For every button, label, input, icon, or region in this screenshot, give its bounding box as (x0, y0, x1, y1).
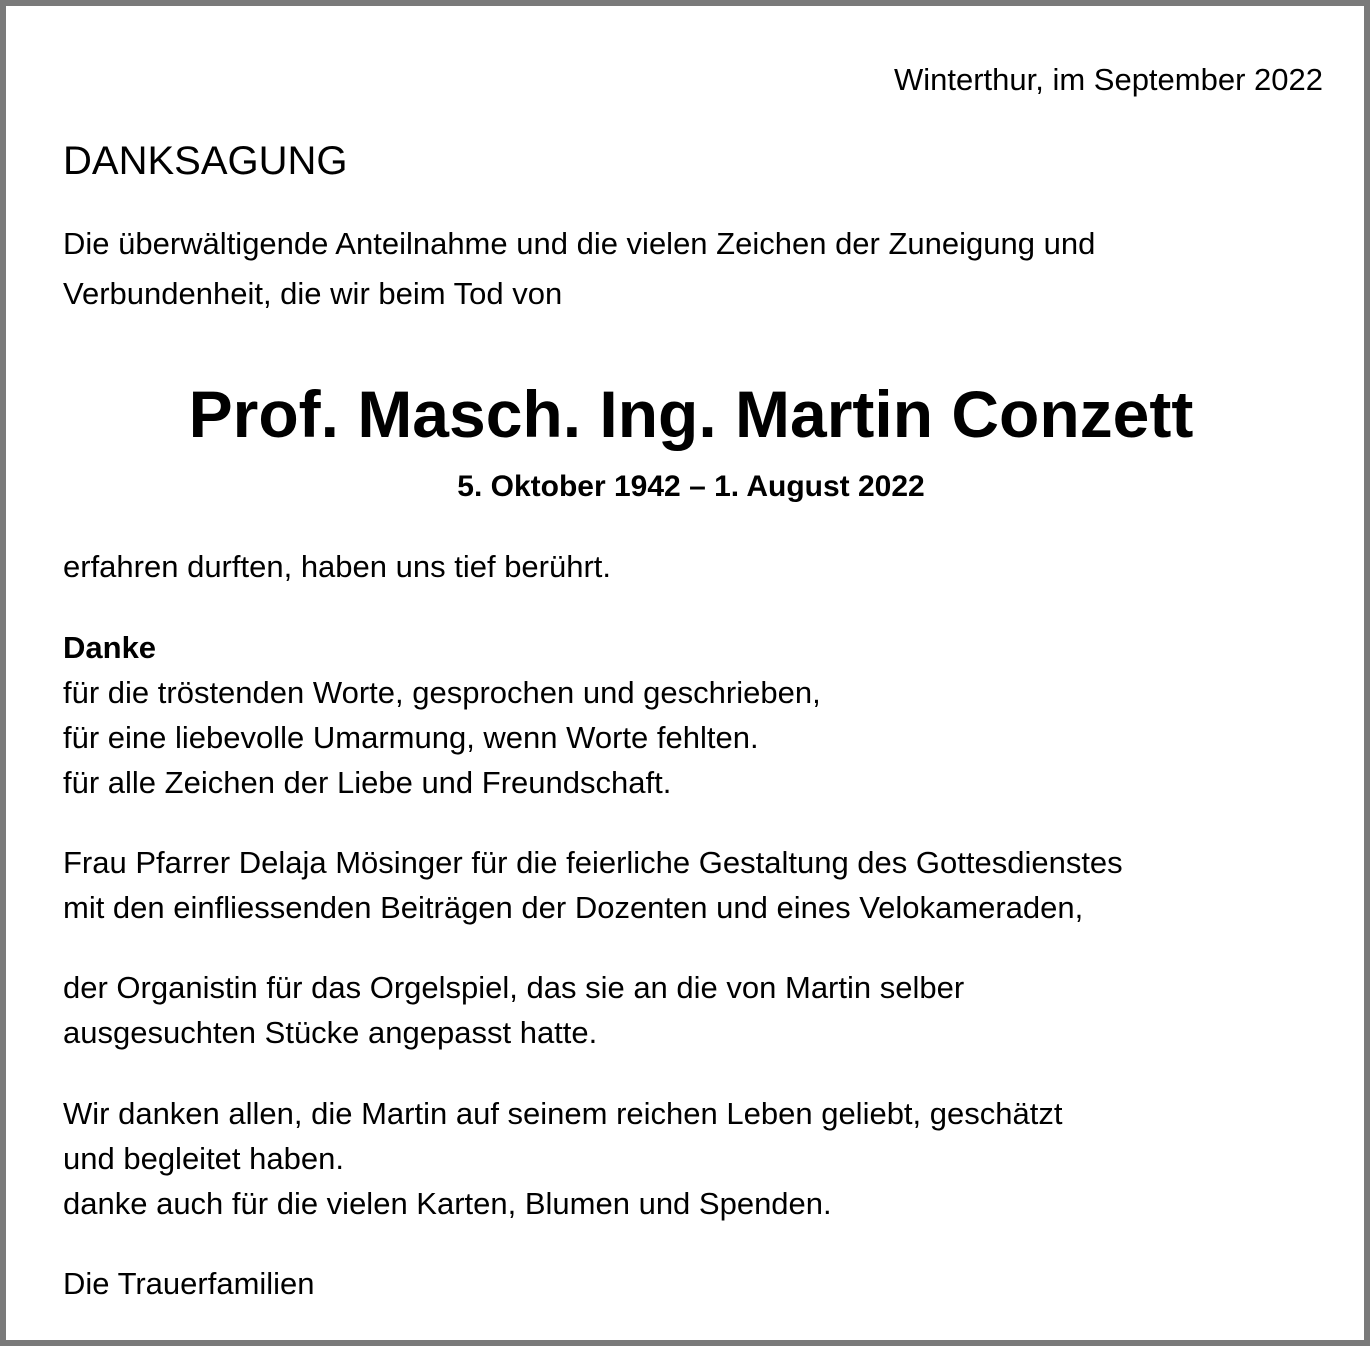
place-date: Winterthur, im September 2022 (893, 62, 1323, 97)
intro-line-2: Verbundenheit, die wir beim Tod von (63, 276, 563, 311)
thanks-line: für die tröstenden Worte, gesprochen und geschrieben, (63, 675, 821, 710)
organist-line: der Organistin für das Orgelspiel, das sie an die von Martin selber (63, 970, 965, 1005)
document-title: DANKSAGUNG (63, 139, 348, 183)
thanks-heading: Danke (63, 630, 157, 665)
pastor-line: mit den einfliessenden Beiträgen der Dozenten und eines Velokameraden, (63, 890, 1084, 925)
organist-line: ausgesuchten Stücke angepasst hatte. (63, 1015, 598, 1050)
continuation-line: erfahren durften, haben uns tief berührt. (63, 549, 612, 584)
thanks-line: für alle Zeichen der Liebe und Freundschaft. (63, 765, 672, 800)
closing-line: Wir danken allen, die Martin auf seinem reichen Leben geliebt, geschätzt (63, 1096, 1063, 1131)
intro-line-1: Die überwältigende Anteilnahme und die vielen Zeichen der Zuneigung und (63, 226, 1096, 261)
closing-line: und begleitet haben. (63, 1141, 344, 1176)
pastor-line: Frau Pfarrer Delaja Mösinger für die feierliche Gestaltung des Gottesdienstes (63, 845, 1123, 880)
thanks-line: für eine liebevolle Umarmung, wenn Worte fehlten. (63, 720, 759, 755)
deceased-dates: 5. Oktober 1942 – 1. August 2022 (457, 470, 925, 503)
deceased-name: Prof. Masch. Ing. Martin Conzett (188, 377, 1194, 451)
closing-line: danke auch für die vielen Karten, Blumen und Spenden. (63, 1186, 832, 1221)
signature: Die Trauerfamilien (63, 1266, 315, 1301)
